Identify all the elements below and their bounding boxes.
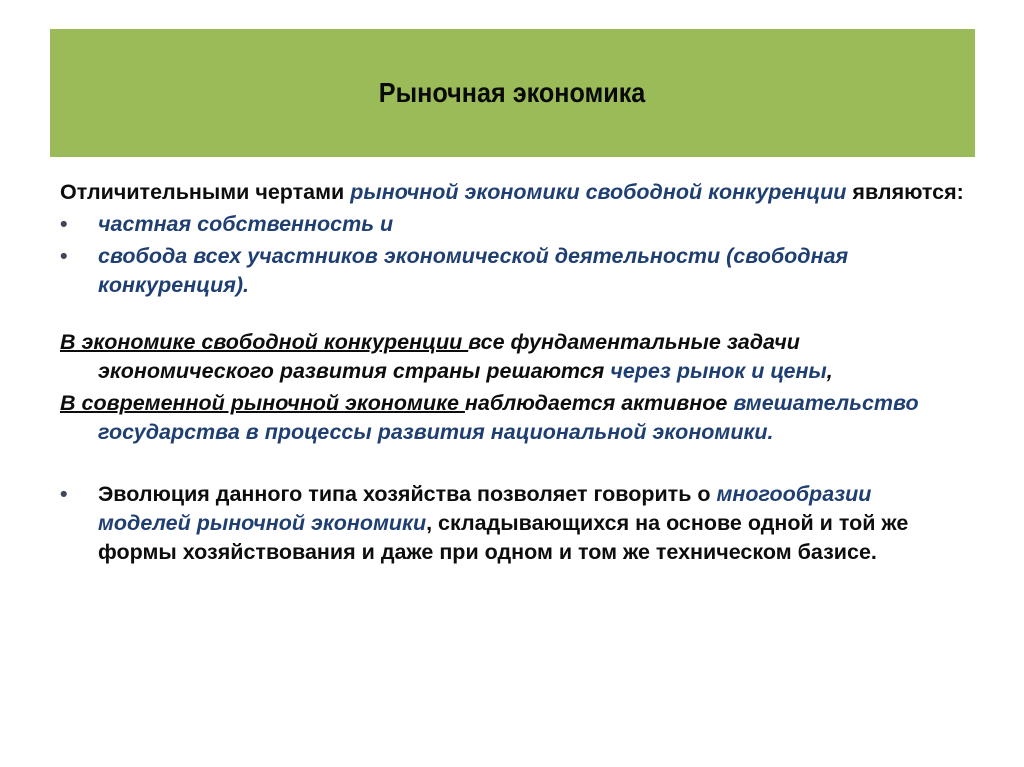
feature-item-private-property: [60, 210, 965, 239]
spacer: [60, 447, 965, 477]
evolution-highlight: многообразии моделей рыночной экономики: [98, 482, 872, 535]
feature-tail: и: [373, 212, 394, 236]
feature-text: частная собственность: [98, 212, 374, 236]
spacer: [60, 300, 965, 328]
evolution-suffix: , складывающихся на основе одной и той же формы хозяйствования и даже при одном и том же техническом базисе.: [98, 511, 909, 564]
feature-text: свобода всех участников экономической деятельности (свободная конкуренция).: [98, 244, 849, 297]
slide-title: Рыночная экономика: [379, 77, 646, 108]
free-competition-tail: ,: [826, 359, 833, 383]
free-competition-heading: В экономике свободной конкуренции: [60, 330, 469, 354]
title-banner: [50, 29, 975, 157]
intro-paragraph: [60, 178, 965, 207]
evolution-prefix: Эволюция данного типа хозяйства позволяет говорить о: [98, 482, 717, 506]
slide-body: [60, 178, 965, 567]
intro-prefix: Отличительными чертами: [60, 180, 351, 204]
modern-economy-text: наблюдается активное: [464, 391, 734, 415]
modern-economy-highlight: вмешательство государства в процессы развития национальной экономики.: [98, 391, 919, 444]
bullet-icon: •: [60, 482, 68, 506]
free-competition-highlight: через рынок и цены: [610, 359, 827, 383]
modern-economy-paragraph: [60, 389, 965, 447]
free-competition-paragraph: [60, 328, 965, 386]
intro-suffix: являются:: [846, 180, 964, 204]
evolution-item: [60, 480, 965, 567]
bullet-icon: •: [60, 212, 68, 236]
intro-highlight: рыночной экономики свободной конкуренции: [350, 180, 847, 204]
feature-item-freedom: [60, 242, 965, 300]
bullet-icon: •: [60, 244, 68, 268]
modern-economy-heading: В современной рыночной экономике: [60, 391, 465, 415]
free-competition-text: все фундаментальные задачи экономического развития страны решаются: [98, 330, 800, 383]
